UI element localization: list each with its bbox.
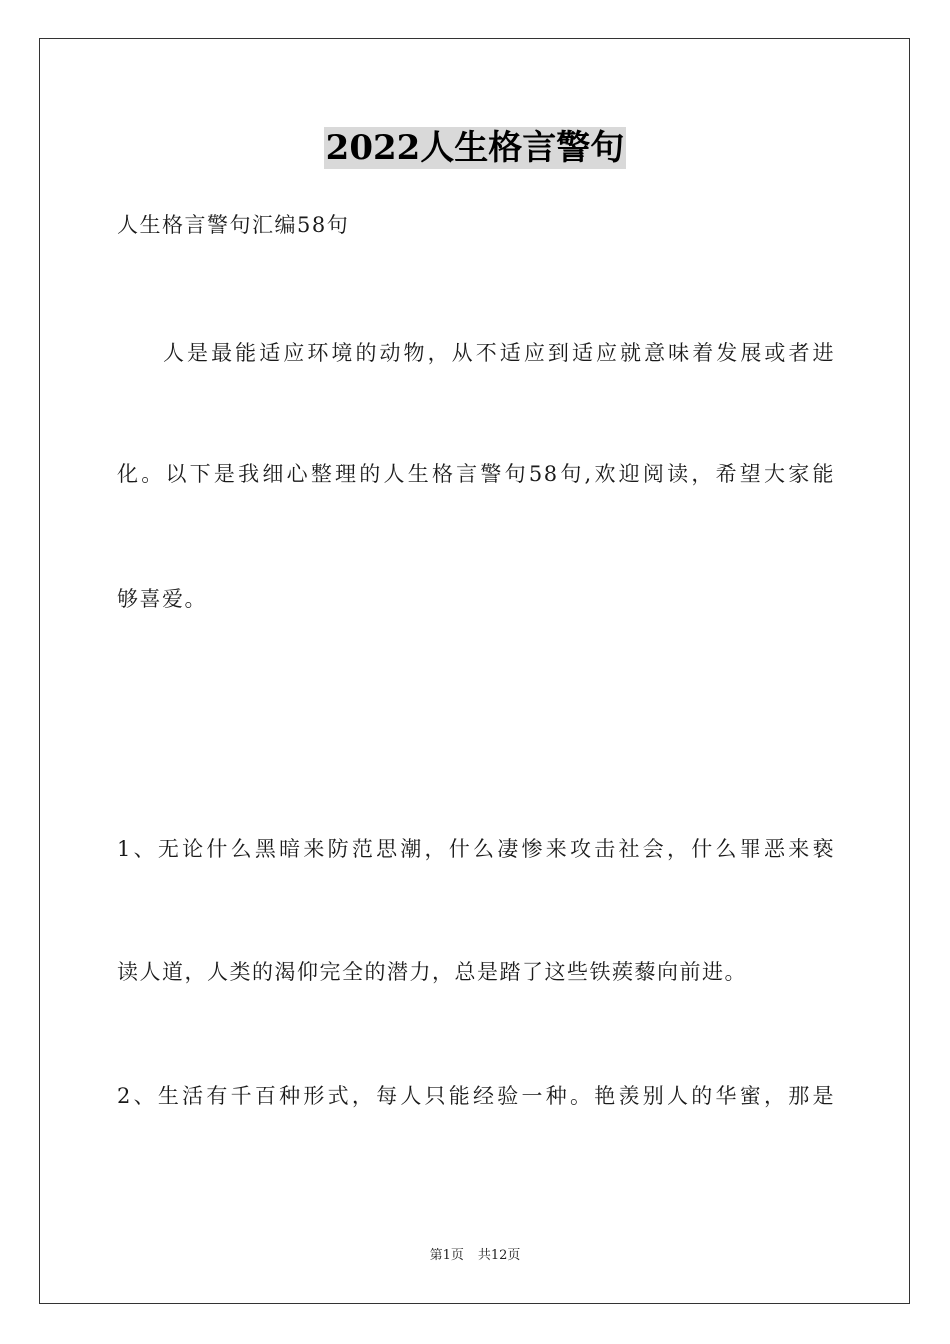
page-footer	[0, 1247, 950, 1265]
quote-2-line-1: 2、生活有千百种形式，每人只能经验一种。艳羡别人的华蜜，那是	[117, 1084, 835, 1108]
document-subtitle: 人生格言警句汇编58句	[117, 213, 350, 237]
quote-1-line-1: 1、无论什么黑暗来防范思潮，什么凄惨来攻击社会，什么罪恶来亵	[117, 837, 835, 861]
paragraph-line-1: 人是最能适应环境的动物，从不适应到适应就意味着发展或者进	[163, 341, 835, 365]
paragraph-line-3: 够喜爱。	[117, 587, 207, 611]
page-number-total: 共12页	[477, 1248, 521, 1263]
page-number-current: 第1页	[429, 1248, 464, 1263]
paragraph-line-2: 化。以下是我细心整理的人生格言警句58句,欢迎阅读，希望大家能	[117, 462, 835, 486]
quote-1-line-2: 读人道，人类的渴仰完全的潜力，总是踏了这些铁蒺藜向前进。	[117, 960, 747, 984]
document-title: 2022人生格言警句	[325, 128, 625, 168]
title-wrap	[0, 127, 950, 169]
